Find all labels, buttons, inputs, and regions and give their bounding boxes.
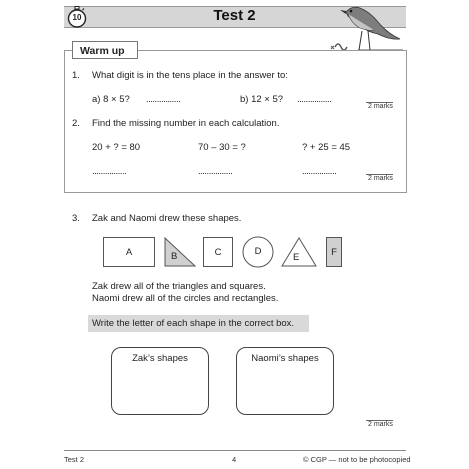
shape-c-letter: C [214, 247, 222, 258]
q3-instruction: Write the letter of each shape in the correct box. [88, 315, 309, 332]
stopwatch-icon [67, 6, 87, 31]
q3-number: 3. [72, 213, 80, 224]
shape-e-triangle [281, 237, 317, 270]
q2-answer-line-1[interactable]: ................ [92, 166, 127, 177]
shape-a-letter: A [125, 247, 133, 258]
zaks-shapes-label: Zak’s shapes [132, 353, 188, 364]
q2-calc-2: 70 – 30 = ? [198, 142, 246, 153]
shape-b-triangle [164, 237, 196, 270]
shape-c-square [203, 237, 233, 267]
footer-copyright: © CGP — not to be photocopied [303, 455, 411, 464]
shape-e-letter: E [293, 252, 300, 263]
q2-answer-line-2[interactable]: ................ [198, 166, 233, 177]
footer-page-number: 4 [232, 455, 237, 464]
shape-f-rectangle [326, 237, 342, 267]
timer-minutes: 10 [72, 13, 82, 22]
q1-marks: 2 marks [368, 103, 393, 110]
q2-calc-3: ? + 25 = 45 [302, 142, 351, 153]
q1a-question: a) 8 × 5? [92, 94, 130, 105]
q1b-question: b) 12 × 5? [240, 94, 284, 105]
q1-prompt: What digit is in the tens place in the answer to: [92, 70, 288, 81]
q2-calc-1: 20 + ? = 80 [92, 142, 141, 153]
footer-test-label: Test 2 [64, 455, 85, 464]
footer-rule [64, 450, 406, 451]
page-title: Test 2 [213, 7, 256, 24]
q1a-answer-line[interactable]: ................ [146, 94, 181, 105]
q3-statement-1: Zak drew all of the triangles and squares. [92, 281, 266, 292]
naomis-shapes-label: Naomi’s shapes [251, 353, 319, 364]
shape-b-letter: B [171, 251, 178, 262]
q2-answer-line-3[interactable]: ................ [302, 166, 337, 177]
q1b-answer-line[interactable]: ................ [297, 94, 332, 105]
shape-d-letter: D [254, 246, 262, 257]
bird-illustration-icon [328, 2, 404, 57]
shape-f-letter: F [331, 247, 337, 258]
q2-prompt: Find the missing number in each calculation. [92, 118, 280, 129]
shape-d-circle [242, 236, 274, 271]
naomis-shapes-box[interactable] [236, 347, 334, 415]
q3-prompt: Zak and Naomi drew these shapes. [92, 213, 242, 224]
q3-marks: 2 marks [368, 421, 393, 428]
q1-number: 1. [72, 70, 80, 81]
warm-up-label: Warm up [72, 41, 138, 59]
q3-statement-2: Naomi drew all of the circles and rectangles. [92, 293, 279, 304]
q2-number: 2. [72, 118, 80, 129]
shape-a-rectangle [103, 237, 155, 267]
q2-marks: 2 marks [368, 175, 393, 182]
zaks-shapes-box[interactable] [111, 347, 209, 415]
